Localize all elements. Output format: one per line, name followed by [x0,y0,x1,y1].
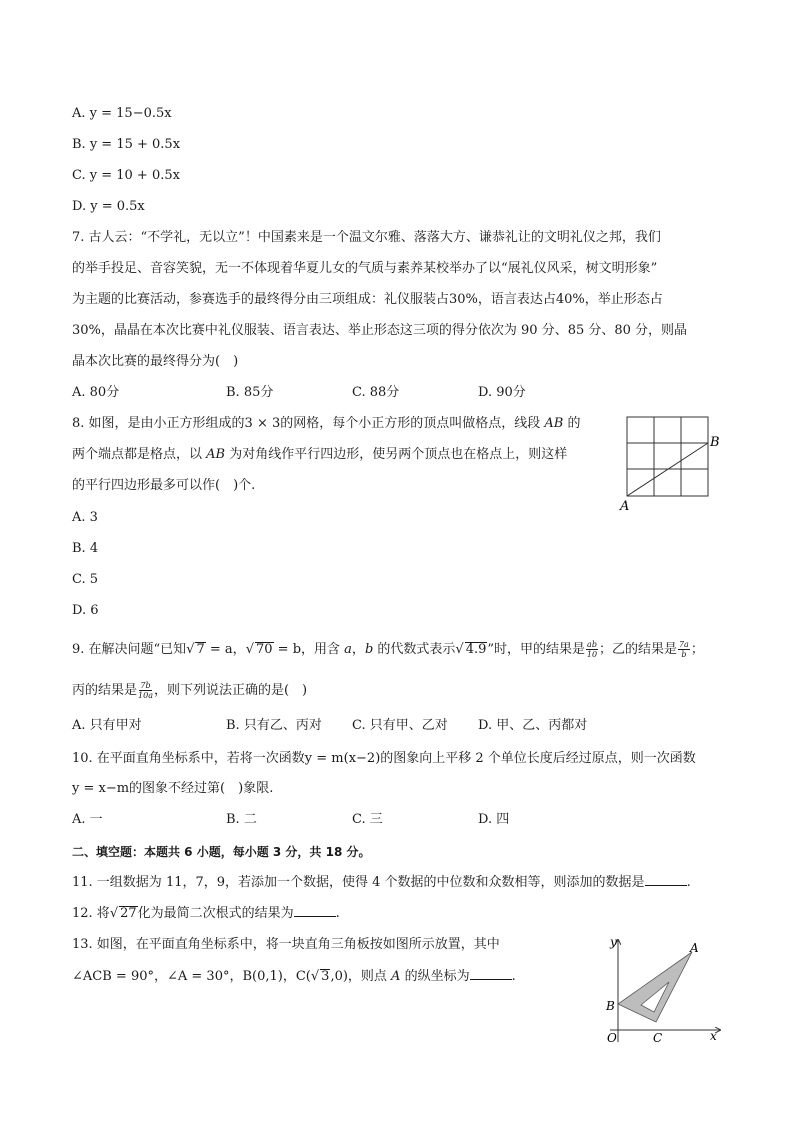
point-a-label: A [690,941,699,955]
axis-x-label: x [710,1029,717,1043]
q7-line-1: 7. 古人云：“不学礼，无以立”！中国素来是一个温文尔雅、落落大方、谦恭礼让的文明礼仪之邦，我们 [72,230,661,245]
q7-line-3: 为主题的比赛活动，参赛选手的最终得分由三项组成：礼仪服装占30%，语言表达占40%，举止形态占 [72,292,663,307]
point-c-label: C [653,1031,663,1045]
q9-line-2: 丙的结果是 $\frac{7b}{10a}$ ，则下列说法正确的是( ) [72,681,308,700]
q7-option-a: A. 80分 [72,385,120,400]
q12-line: 12. 将√ 27化为最简二次根式的结果为 . [72,906,340,921]
q13-line-1: 13. 如图，在平面直角坐标系中，将一块直角三角板按如图所示放置，其中 [72,937,500,952]
q8-option-a: A. 3 [72,510,98,525]
fraction-ab-10: $\frac{ab}{10}$ [586,640,598,659]
q11-line: 11. 一组数据为 11，7，9，若添加一个数据，使得 4 个数据的中位数和众数相等，则添加的数据是 . [72,875,691,890]
q8-grid-figure [615,412,725,514]
q10-line-1: 10. 在平面直角坐标系中，若将一次函数y = m(x−2)的图象向上平移 2 个单位长度后经过原点，则一次函数 [72,751,696,766]
axis-y-label: y [610,935,617,949]
point-a-label: A [620,499,630,514]
q10-option-a: A. 一 [72,812,103,827]
q7-line-2: 的举手投足、音容笑貌，无一不体现着华夏儿女的气质与素养某校举办了以“展礼仪风采，树文明形象” [72,261,658,276]
q8-option-c: C. 5 [72,572,99,587]
q9-option-a: A. 只有甲对 [72,718,142,733]
fraction-7b-10a: $\frac{7b}{10a}$ [138,681,153,700]
q9-option-c: C. 只有甲、乙对 [352,718,448,733]
q8-line-1: 8. 如图，是由小正方形组成的3 × 3的网格，每个小正方形的顶点叫做格点，线段 AB 的 [72,416,581,431]
answer-blank [294,904,336,917]
q8-option-d: D. 6 [72,603,99,618]
origin-label: O [607,1031,617,1045]
q13-triangle-figure [600,930,730,1046]
q6-option-d: D. y = 0.5x [72,199,145,214]
q6-option-a: A. y = 15−0.5x [72,106,172,121]
q10-option-b: B. 二 [226,812,257,827]
q7-line-4: 30%，晶晶在本次比赛中礼仪服装、语言表达、举止形态这三项的得分依次为 90 分、85 分、80 分，则晶 [72,323,688,338]
q9-option-b: B. 只有乙、丙对 [226,718,322,733]
q9-option-d: D. 甲、乙、丙都对 [478,718,588,733]
q8-line-3: 的平行四边形最多可以作( )个. [72,478,256,493]
q6-option-b: B. y = 15 + 0.5x [72,137,181,152]
triangle-board [618,952,692,1022]
q10-line-2: y = x−m的图象不经过第( )象限. [72,781,274,796]
q10-option-d: D. 四 [478,812,510,827]
grid-border [627,417,708,496]
q6-option-c: C. y = 10 + 0.5x [72,168,180,183]
q13-line-2: ∠ACB = 90°，∠A = 30°，B(0,1)，C(√ 3,0)，则点 A 的纵坐标为 . [72,969,516,984]
q7-option-b: B. 85分 [226,385,274,400]
q9-line-1: 9. 在解决问题“已知√ 7 = a，√ 70 = b，用含 a，b 的代数式表示√ 4.9”时，甲的结果是 $\frac{ab}{10}$ ；乙的结果是 $\frac{7a}{b}$ ； [72,640,704,659]
q8-option-b: B. 4 [72,541,99,556]
section-2-heading: 二、填空题：本题共 6 小题，每小题 3 分，共 18 分。 [72,845,371,859]
q7-option-c: C. 88分 [352,385,400,400]
q7-line-5: 晶本次比赛的最终得分为( ) [72,354,239,369]
point-b-label: B [710,435,720,450]
q10-option-c: C. 三 [352,812,383,827]
q7-option-d: D. 90分 [478,385,526,400]
answer-blank [645,873,687,886]
fraction-7a-b: $\frac{7a}{b}$ [678,640,689,659]
q8-line-2: 两个端点都是格点，以 AB 为对角线作平行四边形，使另两个顶点也在格点上，则这样 [72,447,568,462]
answer-blank [470,967,512,980]
point-b-label: B [606,999,615,1013]
